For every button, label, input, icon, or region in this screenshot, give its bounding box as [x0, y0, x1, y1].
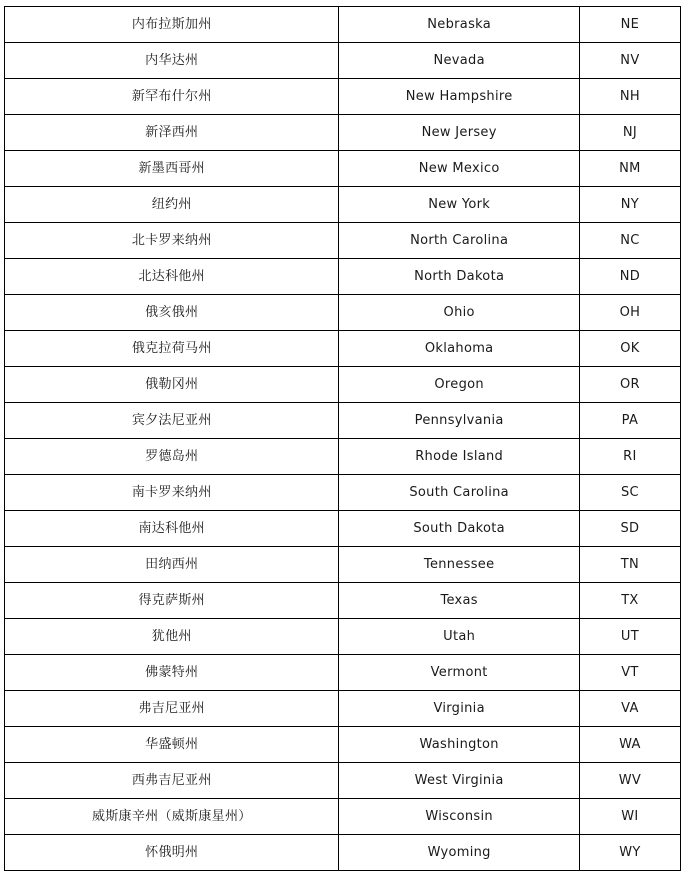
state-english-name-cell: South Dakota — [339, 511, 579, 547]
state-abbreviation-cell: UT — [579, 619, 680, 655]
state-english-name-cell: Vermont — [339, 655, 579, 691]
state-abbreviation-cell: SD — [579, 511, 680, 547]
state-abbreviation-cell: WY — [579, 835, 680, 871]
state-chinese-name-cell: 内布拉斯加州 — [5, 7, 339, 43]
state-chinese-name-cell: 俄亥俄州 — [5, 295, 339, 331]
state-chinese-name-cell: 俄克拉荷马州 — [5, 331, 339, 367]
state-abbreviation-cell: NE — [579, 7, 680, 43]
state-abbreviation-cell: WV — [579, 763, 680, 799]
table-row — [5, 151, 681, 187]
state-english-name-cell: North Carolina — [339, 223, 579, 259]
table-row — [5, 79, 681, 115]
table-row — [5, 115, 681, 151]
table-row — [5, 511, 681, 547]
state-abbreviation-cell: NH — [579, 79, 680, 115]
state-english-name-cell: South Carolina — [339, 475, 579, 511]
state-abbreviation-cell: TX — [579, 583, 680, 619]
state-chinese-name-cell: 新罕布什尔州 — [5, 79, 339, 115]
state-english-name-cell: Virginia — [339, 691, 579, 727]
state-english-name-cell: New Hampshire — [339, 79, 579, 115]
state-english-name-cell: Texas — [339, 583, 579, 619]
state-chinese-name-cell: 怀俄明州 — [5, 835, 339, 871]
state-english-name-cell: New Jersey — [339, 115, 579, 151]
table-row — [5, 799, 681, 835]
us-states-table — [4, 6, 681, 871]
table-row — [5, 547, 681, 583]
table-row — [5, 727, 681, 763]
state-chinese-name-cell: 新墨西哥州 — [5, 151, 339, 187]
state-abbreviation-cell: NV — [579, 43, 680, 79]
state-english-name-cell: Wyoming — [339, 835, 579, 871]
state-abbreviation-cell: NM — [579, 151, 680, 187]
state-english-name-cell: Utah — [339, 619, 579, 655]
state-english-name-cell: Wisconsin — [339, 799, 579, 835]
state-english-name-cell: North Dakota — [339, 259, 579, 295]
state-english-name-cell: Washington — [339, 727, 579, 763]
state-chinese-name-cell: 新泽西州 — [5, 115, 339, 151]
state-english-name-cell: West Virginia — [339, 763, 579, 799]
state-chinese-name-cell: 俄勒冈州 — [5, 367, 339, 403]
table-row — [5, 691, 681, 727]
state-english-name-cell: Ohio — [339, 295, 579, 331]
table-row — [5, 367, 681, 403]
state-english-name-cell: Pennsylvania — [339, 403, 579, 439]
state-abbreviation-cell: OK — [579, 331, 680, 367]
state-chinese-name-cell: 北卡罗来纳州 — [5, 223, 339, 259]
table-row — [5, 295, 681, 331]
state-abbreviation-cell: NC — [579, 223, 680, 259]
table-row — [5, 223, 681, 259]
state-chinese-name-cell: 华盛顿州 — [5, 727, 339, 763]
state-abbreviation-cell: ND — [579, 259, 680, 295]
state-abbreviation-cell: OR — [579, 367, 680, 403]
state-abbreviation-cell: NY — [579, 187, 680, 223]
state-english-name-cell: Rhode Island — [339, 439, 579, 475]
table-row — [5, 439, 681, 475]
state-chinese-name-cell: 北达科他州 — [5, 259, 339, 295]
state-chinese-name-cell: 佛蒙特州 — [5, 655, 339, 691]
state-chinese-name-cell: 犹他州 — [5, 619, 339, 655]
table-row — [5, 583, 681, 619]
state-abbreviation-cell: WI — [579, 799, 680, 835]
state-abbreviation-cell: SC — [579, 475, 680, 511]
table-row — [5, 475, 681, 511]
state-abbreviation-cell: VA — [579, 691, 680, 727]
states-table-body — [5, 7, 681, 871]
table-row — [5, 835, 681, 871]
state-chinese-name-cell: 宾夕法尼亚州 — [5, 403, 339, 439]
state-abbreviation-cell: NJ — [579, 115, 680, 151]
state-chinese-name-cell: 威斯康辛州（威斯康星州） — [5, 799, 339, 835]
table-row — [5, 7, 681, 43]
table-row — [5, 259, 681, 295]
state-english-name-cell: Oregon — [339, 367, 579, 403]
state-chinese-name-cell: 田纳西州 — [5, 547, 339, 583]
state-abbreviation-cell: PA — [579, 403, 680, 439]
state-chinese-name-cell: 内华达州 — [5, 43, 339, 79]
table-row — [5, 187, 681, 223]
table-row — [5, 403, 681, 439]
state-chinese-name-cell: 弗吉尼亚州 — [5, 691, 339, 727]
state-abbreviation-cell: VT — [579, 655, 680, 691]
state-english-name-cell: Nevada — [339, 43, 579, 79]
table-row — [5, 43, 681, 79]
state-abbreviation-cell: RI — [579, 439, 680, 475]
state-abbreviation-cell: OH — [579, 295, 680, 331]
table-row — [5, 619, 681, 655]
table-row — [5, 763, 681, 799]
state-abbreviation-cell: TN — [579, 547, 680, 583]
state-chinese-name-cell: 纽约州 — [5, 187, 339, 223]
state-chinese-name-cell: 得克萨斯州 — [5, 583, 339, 619]
state-abbreviation-cell: WA — [579, 727, 680, 763]
state-english-name-cell: Tennessee — [339, 547, 579, 583]
state-chinese-name-cell: 西弗吉尼亚州 — [5, 763, 339, 799]
state-chinese-name-cell: 南达科他州 — [5, 511, 339, 547]
table-row — [5, 331, 681, 367]
state-english-name-cell: New Mexico — [339, 151, 579, 187]
state-chinese-name-cell: 罗德岛州 — [5, 439, 339, 475]
table-row — [5, 655, 681, 691]
state-english-name-cell: New York — [339, 187, 579, 223]
state-english-name-cell: Nebraska — [339, 7, 579, 43]
state-english-name-cell: Oklahoma — [339, 331, 579, 367]
state-chinese-name-cell: 南卡罗来纳州 — [5, 475, 339, 511]
